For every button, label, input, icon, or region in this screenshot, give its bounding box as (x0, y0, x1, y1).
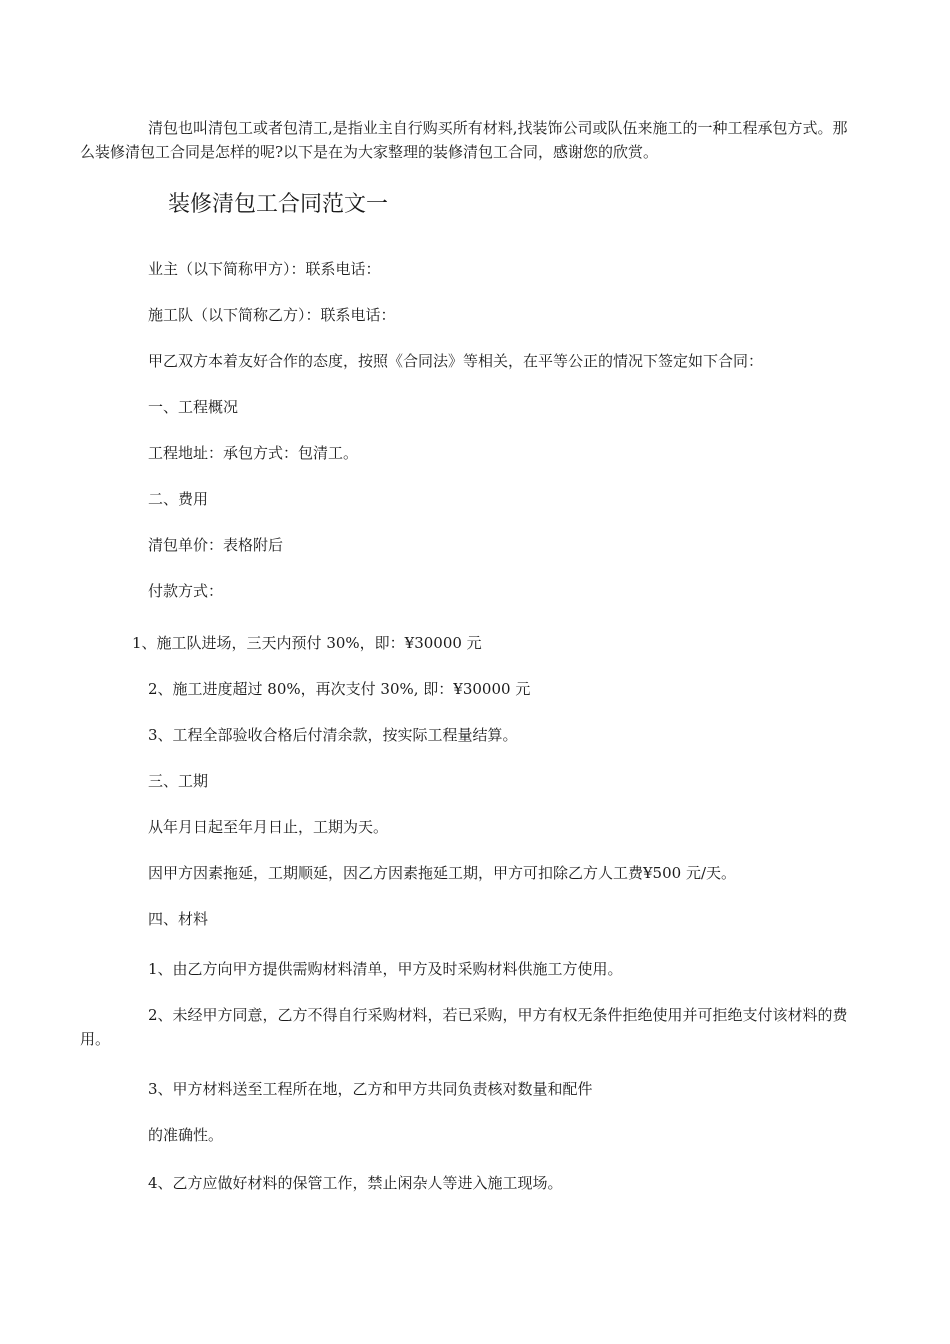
section-heading-fees: 二、费用 (148, 490, 209, 508)
contractor-line: 施工队（以下简称乙方）：联系电话： (148, 306, 396, 324)
materials-item-2: 2、未经甲方同意，乙方不得自行采购材料，若已采购，甲方有权无条件拒绝使用并可拒绝支付该材料的费用。 (80, 1006, 848, 1048)
project-address-line: 工程地址：承包方式：包清工。 (148, 444, 359, 462)
unit-price-line: 清包单价：表格附后 (148, 536, 284, 554)
owner-line: 业主（以下简称甲方）：联系电话： (148, 260, 381, 278)
materials-item-1: 1、由乙方向甲方提供需购材料清单，甲方及时采购材料供施工方使用。 (148, 960, 623, 978)
materials-item-3-continued: 的准确性。 (148, 1126, 224, 1144)
payment-item-1: 1、施工队进场，三天内预付 30%，即：¥30000 元 (132, 634, 482, 652)
agreement-line: 甲乙双方本着友好合作的态度，按照《合同法》等相关，在平等公正的情况下签定如下合同： (148, 352, 764, 370)
intro-paragraph: 清包也叫清包工或者包清工,是指业主自行购买所有材料,找装饰公司或队伍来施工的一种工程承包方式。那么装修清包工合同是怎样的呢?以下是在为大家整理的装修清包工合同，感谢您的欣赏。 (80, 119, 848, 161)
materials-item-4: 4、乙方应做好材料的保管工作，禁止闲杂人等进入施工现场。 (148, 1174, 563, 1192)
delay-line: 因甲方因素拖延，工期顺延，因乙方因素拖延工期，甲方可扣除乙方人工费¥500 元/天。 (148, 864, 736, 882)
materials-item-3: 3、甲方材料送至工程所在地，乙方和甲方共同负责核对数量和配件 (148, 1080, 593, 1098)
schedule-line: 从年月日起至年月日止，工期为天。 (148, 818, 389, 836)
payment-item-2: 2、施工进度超过 80%，再次支付 30%, 即：¥30000 元 (148, 680, 531, 698)
section-heading-schedule: 三、工期 (148, 772, 209, 790)
payment-method-line: 付款方式： (148, 582, 224, 600)
section-heading-materials: 四、材料 (148, 910, 209, 928)
payment-item-3: 3、工程全部验收合格后付清余款，按实际工程量结算。 (148, 726, 518, 744)
section-heading-overview: 一、工程概况 (148, 398, 239, 416)
document-heading: 装修清包工合同范文一 (168, 192, 389, 217)
